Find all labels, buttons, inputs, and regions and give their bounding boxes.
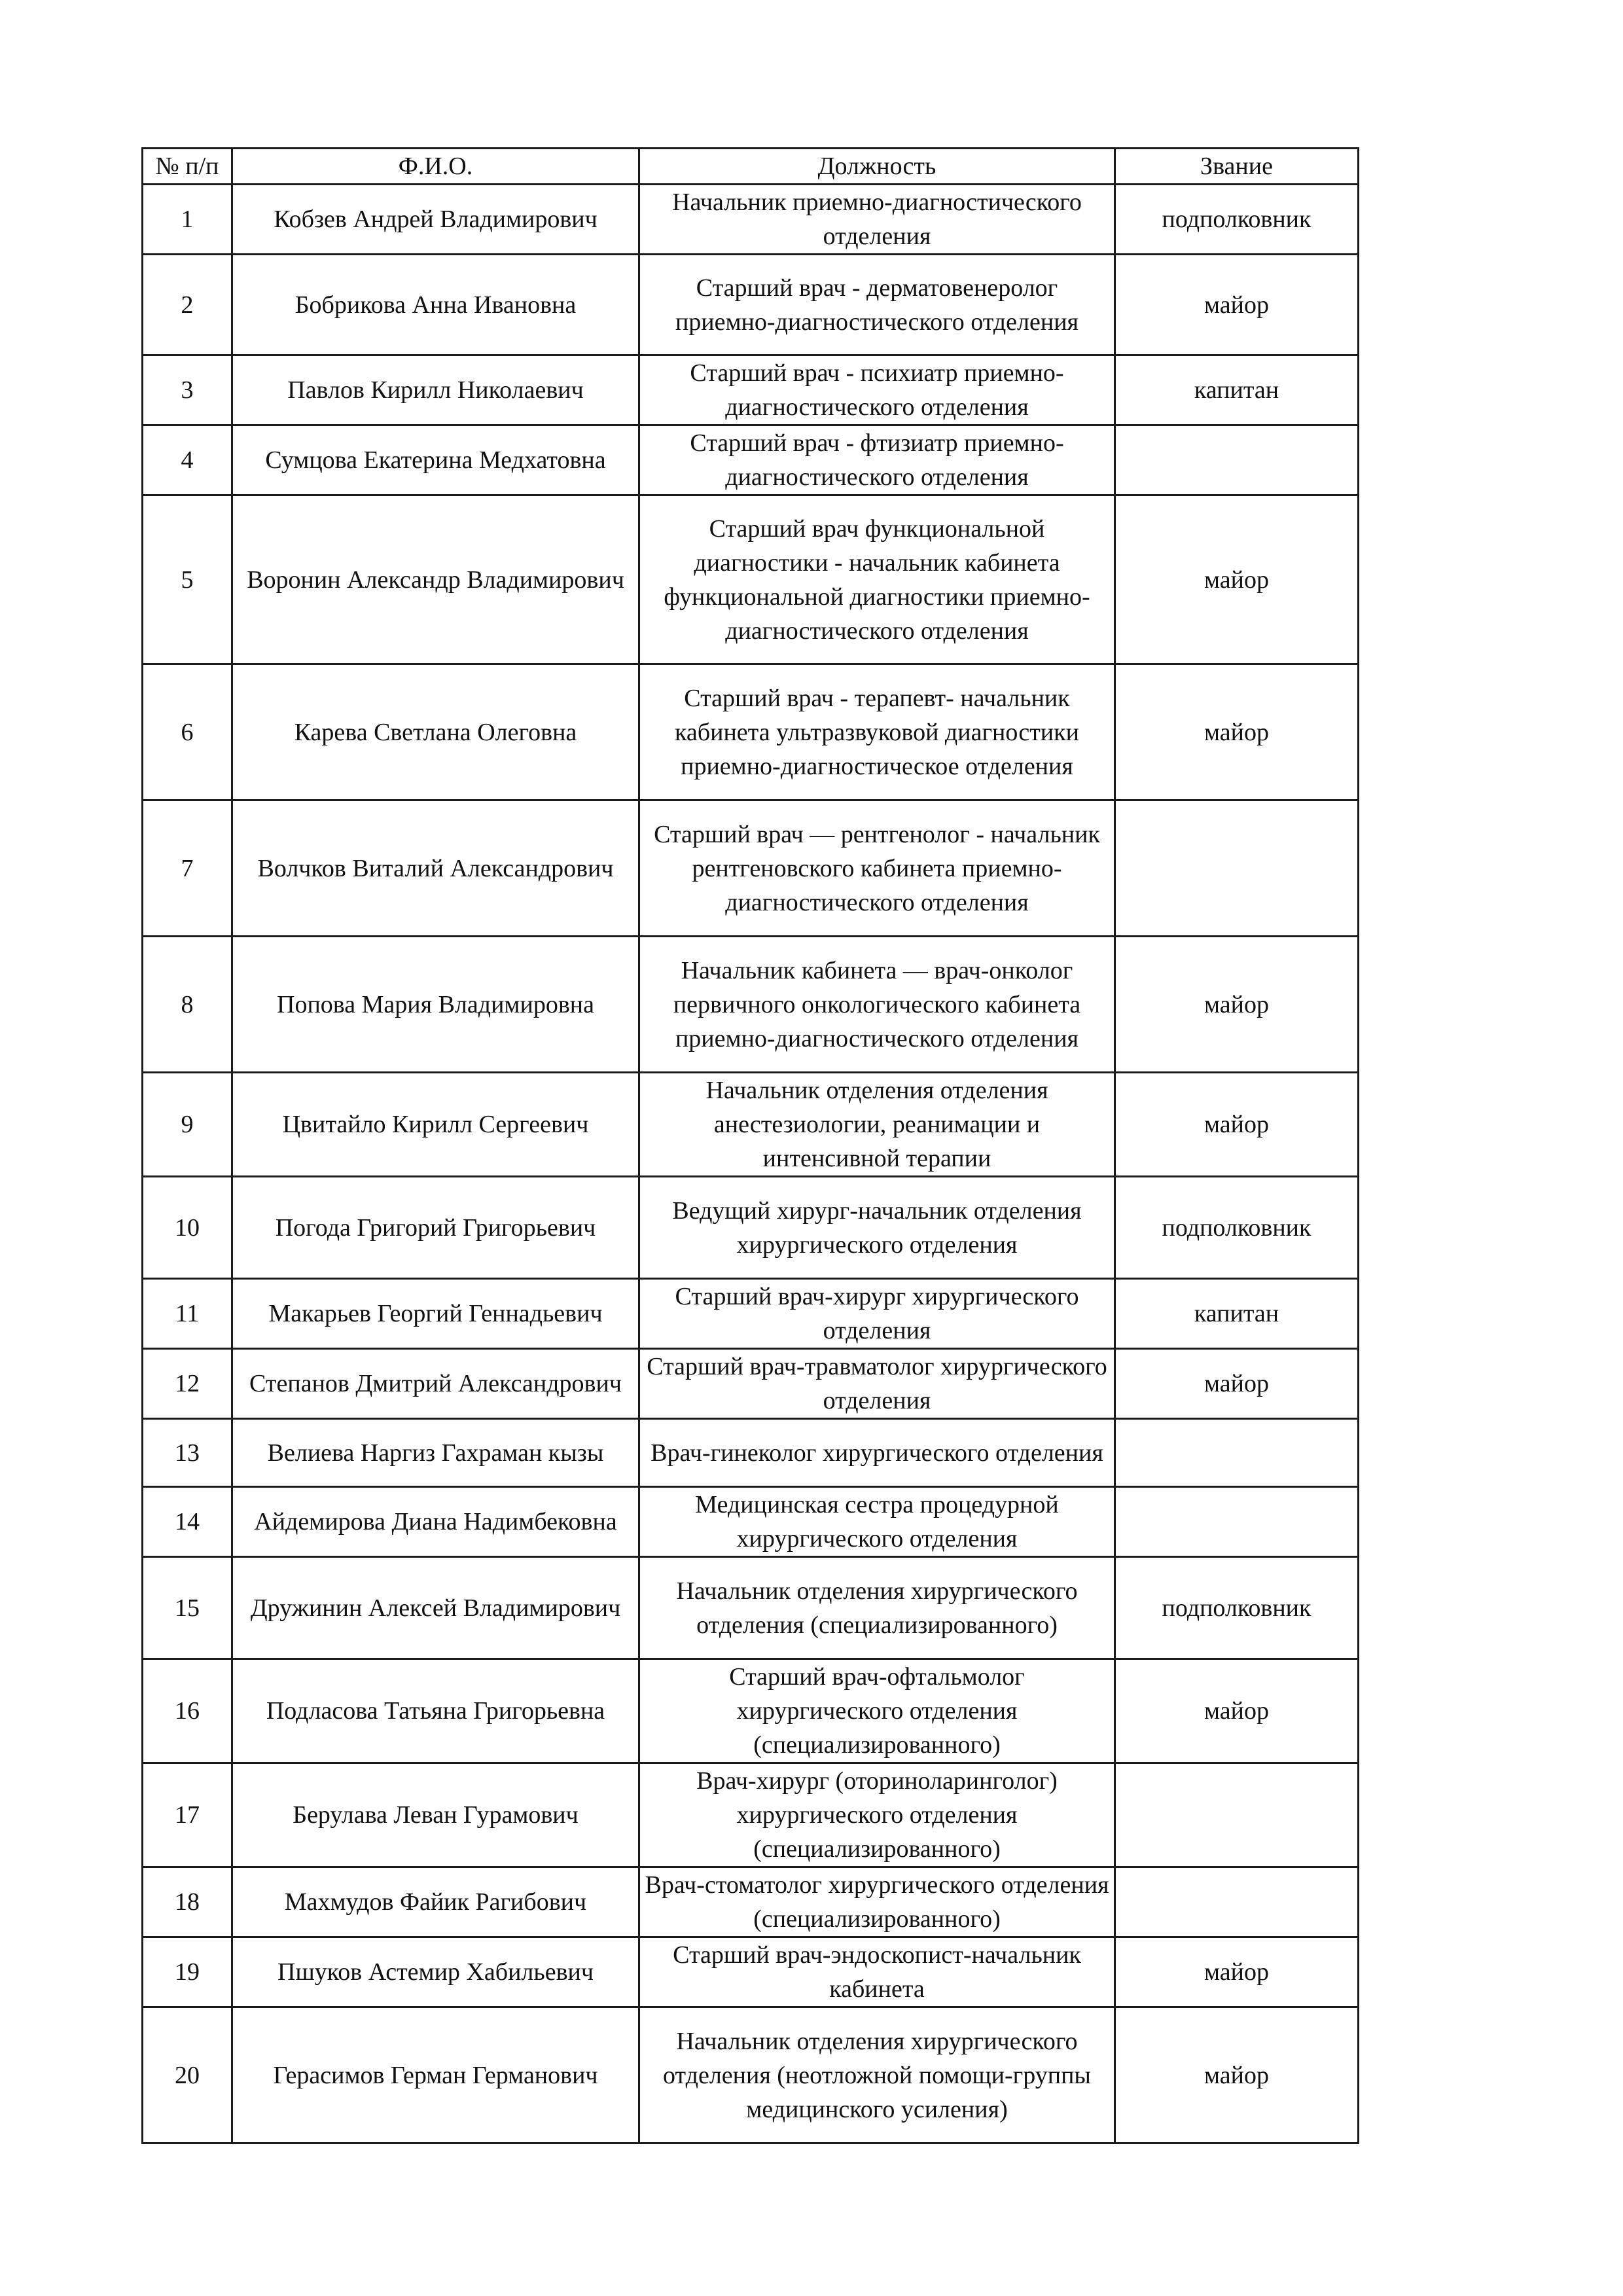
row-full-name: Пшуков Астемир Хабильевич — [232, 1937, 639, 2007]
row-number: 9 — [143, 1073, 232, 1177]
row-position: Начальник приемно-диагностического отделения — [639, 185, 1115, 255]
row-position: Врач-хирург (оториноларинголог) хирургического отделения (специализированного) — [639, 1763, 1115, 1867]
table-row — [143, 1177, 1359, 1279]
row-rank: капитан — [1115, 355, 1359, 425]
row-number: 15 — [143, 1557, 232, 1659]
row-full-name: Кобзев Андрей Владимирович — [232, 185, 639, 255]
row-rank — [1115, 1867, 1359, 1937]
row-position: Начальник отделения хирургического отделения (специализированного) — [639, 1557, 1115, 1659]
table-row — [143, 1763, 1359, 1867]
row-rank: подполковник — [1115, 1557, 1359, 1659]
row-position: Старший врач функциональной диагностики - начальник кабинета функциональной диагностики приемно-диагностического отделения — [639, 495, 1115, 664]
table-row — [143, 1487, 1359, 1557]
header-number: № п/п — [143, 149, 232, 185]
table-row — [143, 1867, 1359, 1937]
table-row — [143, 664, 1359, 800]
row-position: Старший врач - дерматовенеролог приемно-диагностического отделения — [639, 255, 1115, 355]
table-row — [143, 255, 1359, 355]
row-rank — [1115, 800, 1359, 937]
row-number: 20 — [143, 2007, 232, 2144]
row-position: Медицинская сестра процедурной хирургического отделения — [639, 1487, 1115, 1557]
table-row — [143, 185, 1359, 255]
row-full-name: Волчков Виталий Александрович — [232, 800, 639, 937]
row-number: 17 — [143, 1763, 232, 1867]
row-position: Старший врач — рентгенолог - начальник рентгеновского кабинета приемно-диагностического отделения — [639, 800, 1115, 937]
table-row — [143, 937, 1359, 1073]
row-rank: майор — [1115, 1073, 1359, 1177]
row-position: Ведущий хирург-начальник отделения хирургического отделения — [639, 1177, 1115, 1279]
table-row — [143, 1073, 1359, 1177]
row-rank — [1115, 1487, 1359, 1557]
table-row — [143, 1349, 1359, 1419]
header-full-name: Ф.И.О. — [232, 149, 639, 185]
row-position: Старший врач - психиатр приемно-диагностического отделения — [639, 355, 1115, 425]
row-full-name: Сумцова Екатерина Медхатовна — [232, 425, 639, 495]
row-rank: подполковник — [1115, 185, 1359, 255]
row-full-name: Карева Светлана Олеговна — [232, 664, 639, 800]
row-position: Врач-гинеколог хирургического отделения — [639, 1419, 1115, 1487]
table-row — [143, 1659, 1359, 1763]
row-full-name: Цвитайло Кирилл Сергеевич — [232, 1073, 639, 1177]
row-position: Начальник отделения отделения анестезиологии, реанимации и интенсивной терапии — [639, 1073, 1115, 1177]
row-rank: майор — [1115, 495, 1359, 664]
row-full-name: Погода Григорий Григорьевич — [232, 1177, 639, 1279]
row-full-name: Герасимов Герман Германович — [232, 2007, 639, 2144]
row-position: Старший врач-офтальмолог хирургического отделения (специализированного) — [639, 1659, 1115, 1763]
table-row — [143, 1937, 1359, 2007]
row-number: 2 — [143, 255, 232, 355]
table-row — [143, 1279, 1359, 1349]
row-full-name: Степанов Дмитрий Александрович — [232, 1349, 639, 1419]
table-row — [143, 425, 1359, 495]
row-rank: майор — [1115, 664, 1359, 800]
row-position: Начальник кабинета — врач-онколог первичного онкологического кабинета приемно-диагностического отделения — [639, 937, 1115, 1073]
row-number: 19 — [143, 1937, 232, 2007]
row-full-name: Попова Мария Владимировна — [232, 937, 639, 1073]
row-full-name: Павлов Кирилл Николаевич — [232, 355, 639, 425]
row-number: 6 — [143, 664, 232, 800]
row-number: 18 — [143, 1867, 232, 1937]
row-position: Старший врач - фтизиатр приемно-диагностического отделения — [639, 425, 1115, 495]
row-number: 14 — [143, 1487, 232, 1557]
table-row — [143, 495, 1359, 664]
row-full-name: Подласова Татьяна Григорьевна — [232, 1659, 639, 1763]
row-position: Старший врач-травматолог хирургического отделения — [639, 1349, 1115, 1419]
row-rank — [1115, 1419, 1359, 1487]
row-rank: майор — [1115, 1349, 1359, 1419]
header-rank: Звание — [1115, 149, 1359, 185]
row-position: Старший врач-хирург хирургического отделения — [639, 1279, 1115, 1349]
row-full-name: Макарьев Георгий Геннадьевич — [232, 1279, 639, 1349]
row-rank: подполковник — [1115, 1177, 1359, 1279]
table-row — [143, 2007, 1359, 2144]
row-full-name: Айдемирова Диана Надимбековна — [232, 1487, 639, 1557]
row-rank — [1115, 425, 1359, 495]
row-full-name: Дружинин Алексей Владимирович — [232, 1557, 639, 1659]
row-full-name: Бобрикова Анна Ивановна — [232, 255, 639, 355]
row-number: 13 — [143, 1419, 232, 1487]
row-position: Старший врач - терапевт- начальник кабинета ультразвуковой диагностики приемно-диагностическое отделения — [639, 664, 1115, 800]
row-number: 11 — [143, 1279, 232, 1349]
row-position: Начальник отделения хирургического отделения (неотложной помощи-группы медицинского усиления) — [639, 2007, 1115, 2144]
row-number: 1 — [143, 185, 232, 255]
table-row — [143, 1419, 1359, 1487]
row-number: 5 — [143, 495, 232, 664]
table-header-row — [143, 149, 1359, 185]
row-full-name: Велиева Наргиз Гахраман кызы — [232, 1419, 639, 1487]
row-rank: майор — [1115, 255, 1359, 355]
row-rank: майор — [1115, 1659, 1359, 1763]
row-full-name: Махмудов Файик Рагибович — [232, 1867, 639, 1937]
table-row — [143, 355, 1359, 425]
row-number: 12 — [143, 1349, 232, 1419]
header-position: Должность — [639, 149, 1115, 185]
row-number: 4 — [143, 425, 232, 495]
table-row — [143, 1557, 1359, 1659]
row-position: Врач-стоматолог хирургического отделения (специализированного) — [639, 1867, 1115, 1937]
row-number: 7 — [143, 800, 232, 937]
row-rank: капитан — [1115, 1279, 1359, 1349]
row-rank: майор — [1115, 937, 1359, 1073]
row-number: 16 — [143, 1659, 232, 1763]
row-rank: майор — [1115, 1937, 1359, 2007]
row-rank: майор — [1115, 2007, 1359, 2144]
row-position: Старший врач-эндоскопист-начальник кабинета — [639, 1937, 1115, 2007]
row-number: 10 — [143, 1177, 232, 1279]
table-row — [143, 800, 1359, 937]
row-number: 8 — [143, 937, 232, 1073]
row-full-name: Воронин Александр Владимирович — [232, 495, 639, 664]
row-rank — [1115, 1763, 1359, 1867]
row-full-name: Берулава Леван Гурамович — [232, 1763, 639, 1867]
row-number: 3 — [143, 355, 232, 425]
staff-table — [141, 147, 1359, 2144]
